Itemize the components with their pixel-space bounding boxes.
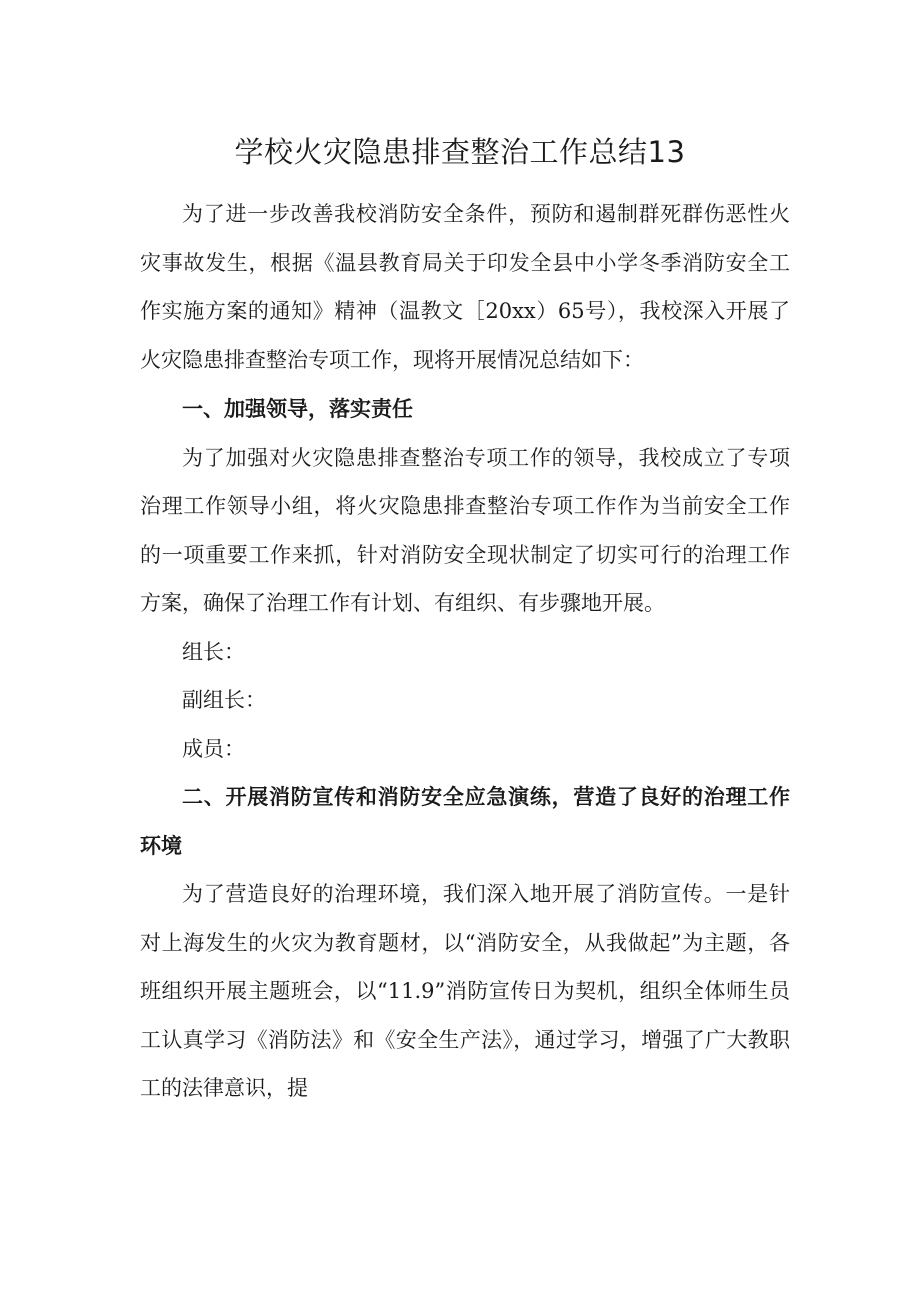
role-leader: 组长： [182, 639, 245, 664]
document-body [140, 190, 790, 1113]
role-members: 成员： [182, 736, 245, 761]
section-heading-1: 一、加强领导，落实责任 [182, 396, 413, 421]
role-deputy-leader: 副组长： [182, 688, 266, 712]
intro-paragraph: 为了进一步改善我校消防安全条件，预防和遏制群死群伤恶性火灾事故发生，根据《温县教育局关于印发全县中小学冬季消防安全工作实施方案的通知》精神（温教文［20xx）65号），我校深入开展了火灾隐患排查整治专项工作，现将开展情况总结如下： [140, 202, 790, 372]
document-title: 学校火灾隐患排查整治工作总结13 [234, 135, 686, 169]
section-1-paragraph: 为了加强对火灾隐患排查整治专项工作的领导，我校成立了专项治理工作领导小组，将火灾隐患排查整治专项工作作为当前安全工作的一项重要工作来抓，针对消防安全现状制定了切实可行的治理工作方案，确保了治理工作有计划、有组织、有步骤地开展。 [140, 445, 790, 615]
section-heading-2: 二、开展消防宣传和消防安全应急演练，营造了良好的治理工作环境 [140, 784, 790, 858]
section-2-paragraph: 为了营造良好的治理环境，我们深入地开展了消防宣传。一是针对上海发生的火灾为教育题材，以“消防安全，从我做起”为主题，各班组织开展主题班会，以“11.9”消防宣传日为契机，组织全体师生员工认真学习《消防法》和《安全生产法》，通过学习，增强了广大教职工的法律意识，提 [140, 882, 790, 1100]
